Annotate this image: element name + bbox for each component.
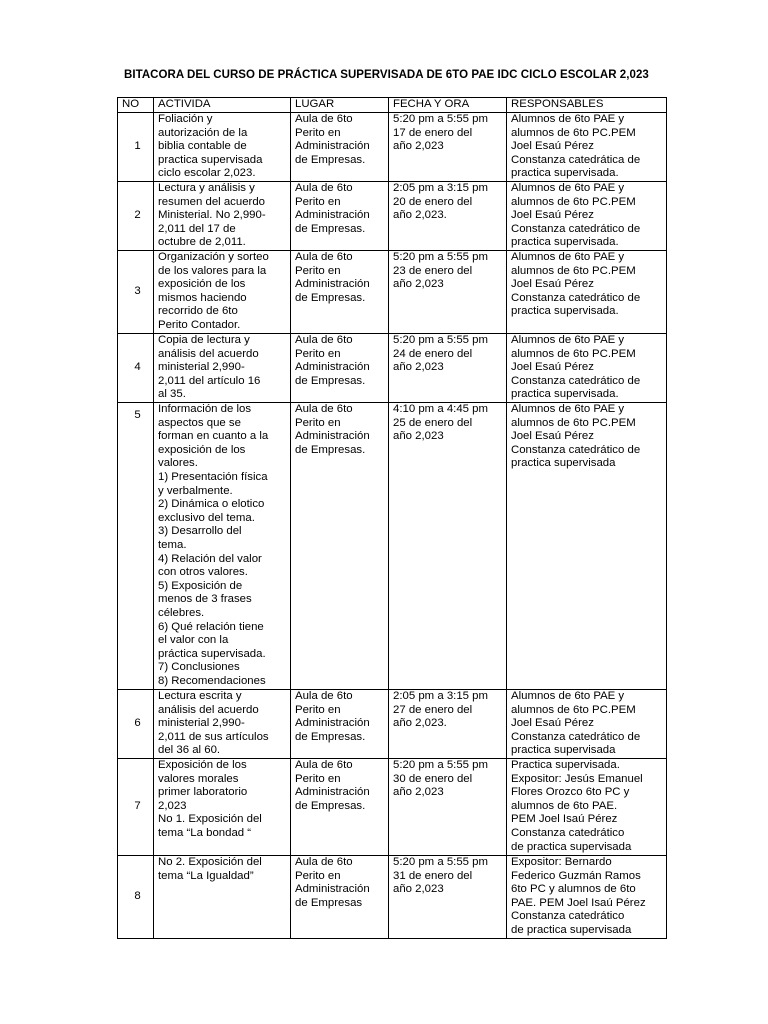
activity-cell: Foliación y autorización de la biblia contable de practica supervisada ciclo escolar 2,023. bbox=[154, 113, 291, 182]
datetime-cell: 5:20 pm a 5:55 pm 30 de enero del año 2,023 bbox=[389, 759, 507, 856]
datetime-cell: 5:20 pm a 5:55 pm 24 de enero del año 2,023 bbox=[389, 334, 507, 403]
responsible-cell: Alumnos de 6to PAE y alumnos de 6to PC.PEM Joel Esaú Pérez Constanza catedrático de practica supervisada bbox=[507, 403, 667, 690]
place-cell: Aula de 6to Perito en Administración de Empresas. bbox=[291, 182, 389, 251]
datetime-cell: 5:20 pm a 5:55 pm 23 de enero del año 2,023 bbox=[389, 251, 507, 334]
responsible-cell: Alumnos de 6to PAE y alumnos de 6to PC.PEM Joel Esaú Pérez Constanza catedrática de practica supervisada. bbox=[507, 113, 667, 182]
row-number: 3 bbox=[118, 251, 154, 334]
place-cell: Aula de 6to Perito en Administración de Empresas. bbox=[291, 759, 389, 856]
responsible-cell: Expositor: Bernardo Federico Guzmán Ramos 6to PC y alumnos de 6to PAE. PEM Joel Isaú Pérez Constanza catedrático de practica supervisada bbox=[507, 856, 667, 939]
activity-log-table bbox=[117, 97, 667, 939]
responsible-cell: Alumnos de 6to PAE y alumnos de 6to PC.PEM Joel Esaú Pérez Constanza catedrático de practica supervisada. bbox=[507, 334, 667, 403]
row-number: 8 bbox=[118, 856, 154, 939]
table-row bbox=[118, 251, 667, 334]
table-row bbox=[118, 113, 667, 182]
header-activity: ACTIVIDA bbox=[154, 98, 291, 113]
row-number: 7 bbox=[118, 759, 154, 856]
place-cell: Aula de 6to Perito en Administración de Empresas. bbox=[291, 113, 389, 182]
document-title: BITACORA DEL CURSO DE PRÁCTICA SUPERVISADA DE 6TO PAE IDC CICLO ESCOLAR 2,023 bbox=[124, 69, 649, 81]
responsible-cell: Alumnos de 6to PAE y alumnos de 6to PC.PEM Joel Esaú Pérez Constanza catedrático de practica supervisada bbox=[507, 690, 667, 759]
place-cell: Aula de 6to Perito en Administración de Empresas. bbox=[291, 251, 389, 334]
responsible-cell: Practica supervisada. Expositor: Jesús Emanuel Flores Orozco 6to PC y alumnos de 6to PAE. PEM Joel Isaú Pérez Constanza catedrático de practica supervisada bbox=[507, 759, 667, 856]
header-place: LUGAR bbox=[291, 98, 389, 113]
activity-cell: Lectura y análisis y resumen del acuerdo Ministerial. No 2,990- 2,011 del 17 de octubre de 2,011. bbox=[154, 182, 291, 251]
responsible-cell: Alumnos de 6to PAE y alumnos de 6to PC.PEM Joel Esaú Pérez Constanza catedrático de practica supervisada. bbox=[507, 182, 667, 251]
activity-cell: Lectura escrita y análisis del acuerdo ministerial 2,990- 2,011 de sus artículos del 36 al 60. bbox=[154, 690, 291, 759]
table-header-row bbox=[118, 98, 667, 113]
activity-cell: Información de los aspectos que se forman en cuanto a la exposición de los valores. 1) Presentación física y verbalmente. 2) Dinámica o elotico exclusivo del tema. 3) Desarrollo del tema. 4) Relación del valor con otros valores. 5) Exposición de menos de 3 frases célebres. 6) Qué relación tiene el valor con la práctica supervisada. 7) Conclusiones 8) Recomendaciones bbox=[154, 403, 291, 690]
table-row bbox=[118, 182, 667, 251]
row-number: 5 bbox=[118, 403, 154, 690]
activity-cell: Organización y sorteo de los valores para la exposición de los mismos haciendo recorrido de 6to Perito Contador. bbox=[154, 251, 291, 334]
place-cell: Aula de 6to Perito en Administración de Empresas. bbox=[291, 403, 389, 690]
table-row bbox=[118, 403, 667, 690]
datetime-cell: 5:20 pm a 5:55 pm 31 de enero del año 2,023 bbox=[389, 856, 507, 939]
datetime-cell: 2:05 pm a 3:15 pm 27 de enero del año 2,023. bbox=[389, 690, 507, 759]
datetime-cell: 5:20 pm a 5:55 pm 17 de enero del año 2,023 bbox=[389, 113, 507, 182]
place-cell: Aula de 6to Perito en Administración de Empresas. bbox=[291, 334, 389, 403]
place-cell: Aula de 6to Perito en Administración de Empresas. bbox=[291, 690, 389, 759]
table-row bbox=[118, 334, 667, 403]
row-number: 6 bbox=[118, 690, 154, 759]
header-responsible: RESPONSABLES bbox=[507, 98, 667, 113]
header-no: NO bbox=[118, 98, 154, 113]
header-datetime: FECHA Y ORA bbox=[389, 98, 507, 113]
table-row bbox=[118, 690, 667, 759]
row-number: 1 bbox=[118, 113, 154, 182]
responsible-cell: Alumnos de 6to PAE y alumnos de 6to PC.PEM Joel Esaú Pérez Constanza catedrático de practica supervisada. bbox=[507, 251, 667, 334]
table-row bbox=[118, 856, 667, 939]
place-cell: Aula de 6to Perito en Administración de Empresas bbox=[291, 856, 389, 939]
datetime-cell: 4:10 pm a 4:45 pm 25 de enero del año 2,023 bbox=[389, 403, 507, 690]
row-number: 2 bbox=[118, 182, 154, 251]
row-number: 4 bbox=[118, 334, 154, 403]
activity-cell: Exposición de los valores morales primer laboratorio 2,023 No 1. Exposición del tema “La bondad “ bbox=[154, 759, 291, 856]
activity-cell: Copia de lectura y análisis del acuerdo ministerial 2,990- 2,011 del artículo 16 al 35. bbox=[154, 334, 291, 403]
datetime-cell: 2:05 pm a 3:15 pm 20 de enero del año 2,023. bbox=[389, 182, 507, 251]
activity-cell: No 2. Exposición del tema “La Igualdad” bbox=[154, 856, 291, 939]
table-row bbox=[118, 759, 667, 856]
